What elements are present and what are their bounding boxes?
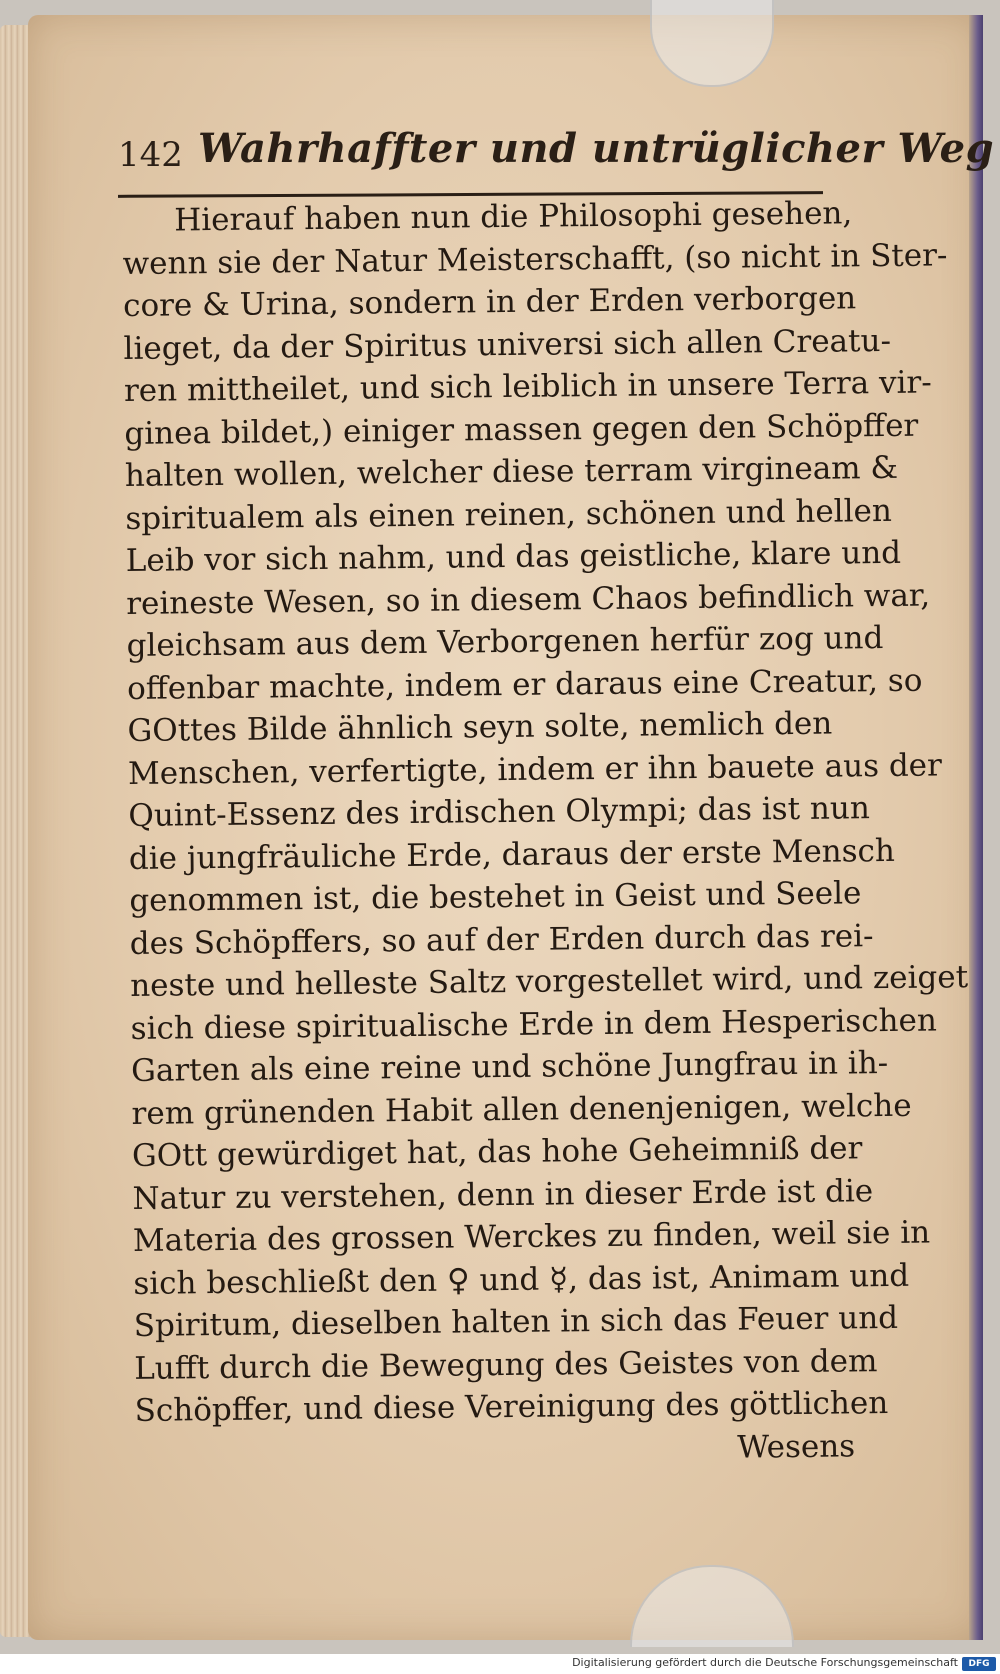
text-line: ren mittheilet, und sich leiblich in unsere Terra vir-: [123, 364, 932, 409]
text-line: Schöpffer, und diese Vereinigung des göttlichen: [134, 1385, 889, 1429]
text-line: rem grünenden Habit allen denenjenigen, welche: [131, 1087, 912, 1132]
text-line: gleichsam aus dem Verborgenen herfür zog und: [126, 620, 884, 664]
book-gutter: [969, 15, 983, 1640]
text-line: Spiritum, dieselben halten in sich das Feuer und: [133, 1299, 899, 1344]
text-line: des Schöpffers, so auf der Erden durch das rei-: [129, 917, 874, 962]
text-line: offenbar machte, indem er daraus eine Creatur, so: [126, 662, 923, 707]
text-line: GOtt gewürdiget hat, das hohe Geheimniß der: [131, 1130, 863, 1174]
dfg-logo: DFG: [962, 1657, 996, 1671]
text-line: core & Urina, sondern in der Erden verborgen: [122, 280, 857, 324]
text-line: ginea bildet,) einiger massen gegen den Schöpffer: [124, 407, 919, 452]
text-line: wenn sie der Natur Meisterschafft, (so nicht in Ster-: [122, 236, 948, 282]
text-line: Natur zu verstehen, denn in dieser Erde ist die: [132, 1172, 874, 1217]
text-line: die jungfräuliche Erde, daraus der erste Mensch: [128, 832, 896, 877]
funding-credit: Digitalisierung gefördert durch die Deutsche Forschungsgemeinschaft: [572, 1656, 958, 1669]
text-line: halten wollen, welcher diese terram virgineam &: [124, 449, 899, 494]
running-head: Wahrhaffter und untrüglicher Weg: [198, 125, 995, 172]
text-line: Garten als eine reine und schöne Jungfrau in ih-: [130, 1045, 889, 1089]
text-line: lieget, da der Spiritus universi sich allen Creatu-: [123, 322, 892, 367]
text-line: reineste Wesen, so in diesem Chaos befindlich war,: [126, 577, 931, 622]
text-line: genommen ist, die bestehet in Geist und Seele: [129, 875, 862, 919]
body-text: [122, 192, 969, 1474]
text-line: neste und helleste Saltz vorgestellet wird, und zeiget: [130, 959, 969, 1004]
text-line: Lufft durch die Bewegung des Geistes von dem: [134, 1342, 878, 1387]
text-line: Hierauf haben nun die Philosophi gesehen,: [174, 195, 853, 239]
page-number: 142: [118, 135, 183, 175]
text-line: sich beschließt den ♀ und ☿, das ist, Animam und: [133, 1257, 910, 1302]
text-line: Leib vor sich nahm, und das geistliche, klare und: [125, 534, 902, 579]
text-line: Menschen, verfertigte, indem er ihn bauete aus der: [127, 746, 943, 792]
text-line: Materia des grossen Werckes zu finden, weil sie in: [132, 1214, 931, 1259]
catchword: Wesens: [737, 1427, 856, 1466]
text-line: spiritualem als einen reinen, schönen und hellen: [125, 492, 893, 537]
text-line: sich diese spiritualische Erde in dem Hesperischen: [130, 1002, 938, 1047]
text-line: Quint-Essenz des irdischen Olympi; das ist nun: [128, 790, 871, 834]
text-line: GOttes Bilde ähnlich seyn solte, nemlich den: [127, 705, 833, 749]
